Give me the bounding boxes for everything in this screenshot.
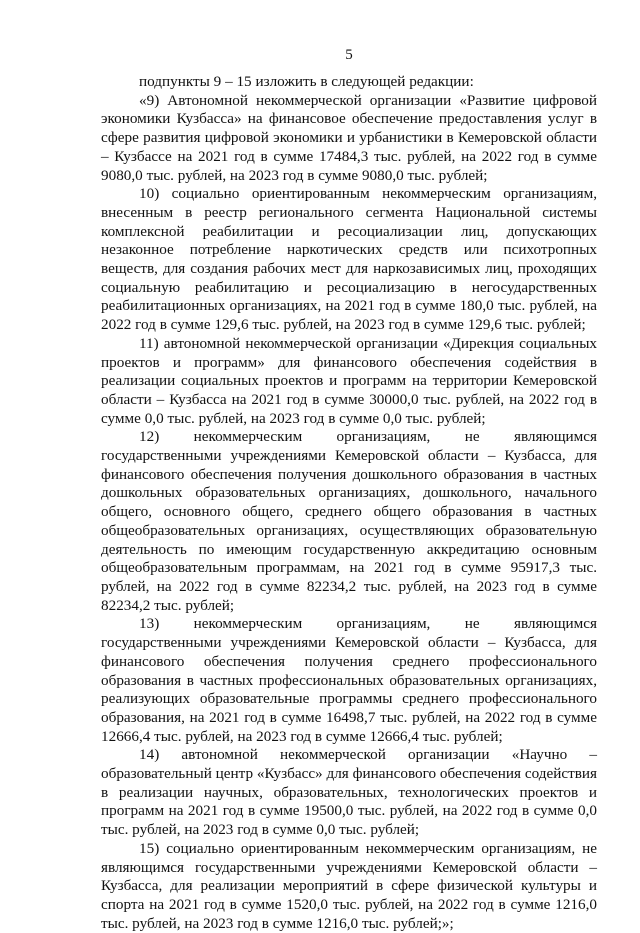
paragraph-item-13: 13) некоммерческим организациям, не являющимся государственными учреждениями Кемеровской области – Кузбасса, для финансового обеспечения получения среднего профессионального образования в частных профессиональных образовательных организациях, реализующих образовательные программы среднего профессионального образования, на 2021 год в сумме 16498,7 тыс. рублей, на 2022 год в сумме 12666,4 тыс. рублей, на 2023 год в сумме 12666,4 тыс. рублей; — [101, 615, 597, 745]
paragraph-intro: подпункты 9 – 15 изложить в следующей редакции: — [139, 73, 474, 90]
paragraph-item-11: 11) автономной некоммерческой организации «Дирекция социальных проектов и программ» для финансового обеспечения содействия в реализации социальных проектов и программ на территории Кемеровской области – Кузбасса на 2021 год в сумме 30000,0 тыс. рублей, на 2022 год в сумме 0,0 тыс. рублей, на 2023 год в сумме 0,0 тыс. рублей; — [101, 334, 597, 427]
paragraph-item-15: 15) социально ориентированным некоммерческим организациям, не являющимся государственными учреждениями Кемеровской области – Кузбасса, для реализации мероприятий в сфере физической культуры и спорта на 2021 год в сумме 1520,0 тыс. рублей, на 2022 год в сумме 1216,0 тыс. рублей, на 2023 год в сумме 1216,0 тыс. рублей;»; — [101, 839, 597, 932]
paragraph-item-12: 12) некоммерческим организациям, не являющимся государственными учреждениями Кемеровской области – Кузбасса, для финансового обеспечения получения дошкольного образования в частных дошкольных образовательных организациях, дошкольного, начального общего, основного общего, среднего общего образования в частных общеобразовательных организациях, осуществляющих образовательную деятельность по имеющим государственную аккредитацию основным общеобразовательным программам, на 2021 год в сумме 95917,3 тыс. рублей, на 2022 год в сумме 82234,2 тыс. рублей, на 2023 год в сумме 82234,2 тыс. рублей; — [101, 428, 597, 614]
page-number: 5 — [345, 47, 353, 63]
paragraph-item-14: 14) автономной некоммерческой организации «Научно – образовательный центр «Кузбасс» для финансового обеспечения содействия в реализации научных, образовательных, технологических проектов и программ на 2021 год в сумме 19500,0 тыс. рублей, на 2022 год в сумме 0,0 тыс. рублей, на 2023 год в сумме 0,0 тыс. рублей; — [101, 746, 597, 839]
paragraph-item-9: «9) Автономной некоммерческой организации «Развитие цифровой экономики Кузбасса» на финансовое обеспечение предоставления услуг в сфере развития цифровой экономики и урбанистики в Кемеровской области – Кузбассе на 2021 год в сумме 17484,3 тыс. рублей, на 2022 год в сумме 9080,0 тыс. рублей, на 2023 год в сумме 9080,0 тыс. рублей; — [101, 91, 597, 184]
paragraph-item-10: 10) социально ориентированным некоммерческим организациям, внесенным в реестр регионального сегмента Национальной системы комплексной реабилитации и ресоциализации лиц, допускающих незаконное потребление наркотических средств или психотропных веществ, для создания рабочих мест для наркозависимых лиц, проходящих социальную реабилитацию и ресоциализацию в негосударственных реабилитационных организациях, на 2021 год в сумме 180,0 тыс. рублей, на 2022 год в сумме 129,6 тыс. рублей, на 2023 год в сумме 129,6 тыс. рублей; — [101, 185, 597, 334]
document-body — [101, 73, 597, 933]
